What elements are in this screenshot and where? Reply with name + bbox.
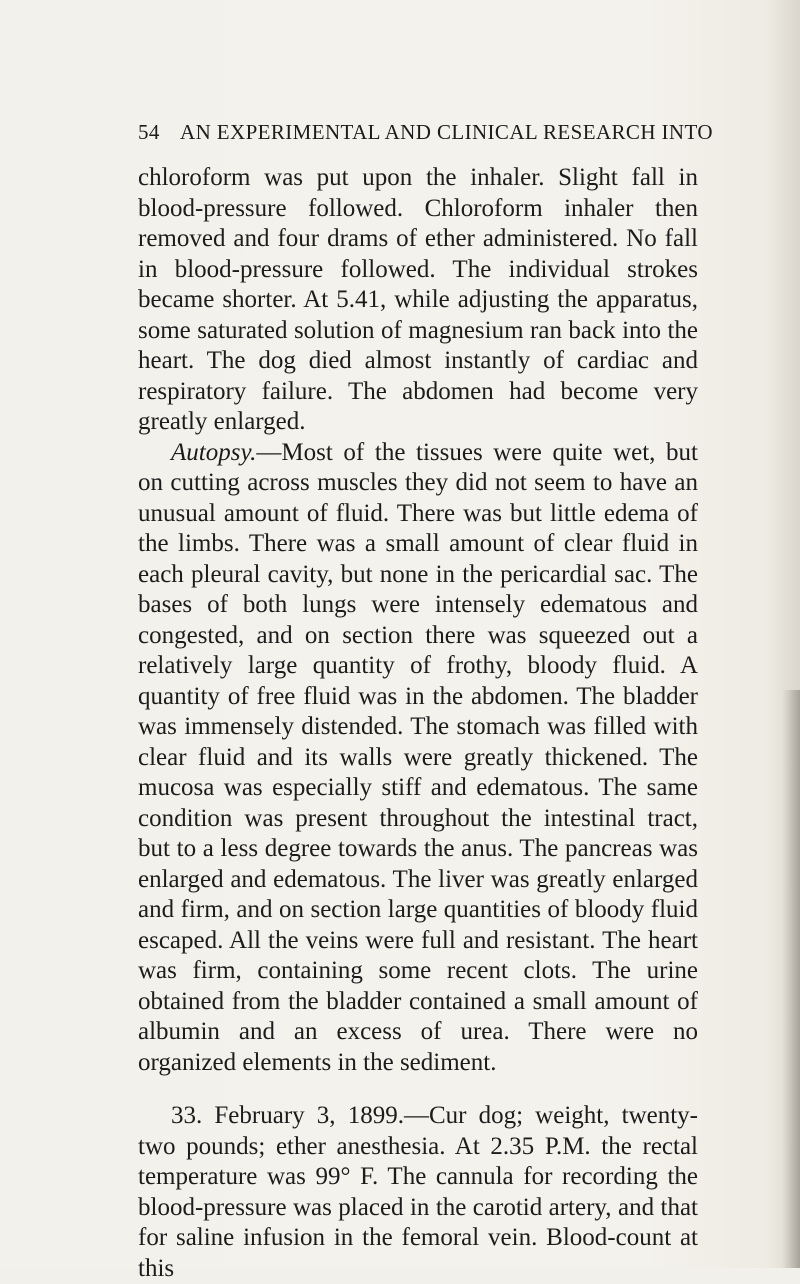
paragraph-experiment-33 [138,1101,698,1284]
paragraph-text: chloroform was put upon the inhaler. Slight fall in blood-pressure followed. Chloroform inhaler then removed and four drams of ether administered. No fall in blood-pressure followed. The individual strokes became shorter. At 5.41, while adjusting the apparatus, some saturated solution of magnesium ran back into the heart. The dog died almost instantly of cardiac and respiratory failure. The abdomen had become very greatly enlarged. [138,164,698,435]
page-edge-shadow [782,690,800,1268]
paragraph-autopsy [138,438,698,1079]
autopsy-heading: Autopsy. [171,438,257,466]
paragraph-text: 33. February 3, 1899.—Cur dog; weight, twenty-two pounds; ether anesthesia. At 2.35 P.M. the rectal temperature was 99° F. The cannula for recording the blood-pressure was placed in the carotid artery, and that for saline infusion in the femoral vein. Blood-count at this [138,1102,698,1282]
running-title: AN EXPERIMENTAL AND CLINICAL RESEARCH INTO [180,120,713,144]
running-header [138,120,713,150]
paragraph-text: —Most of the tissues were quite wet, but on cutting across muscles they did not seem to have an unusual amount of fluid. There was but little edema of the limbs. There was a small amount of clear fluid in each pleural cavity, but none in the pericardial sac. The bases of both lungs were intensely edematous and congested, and on section there was squeezed out a relatively large quantity of frothy, bloody fluid. A quantity of free fluid was in the abdomen. The bladder was immensely distended. The stomach was filled with clear fluid and its walls were greatly thickened. The mucosa was especially stiff and edematous. The same condition was present throughout the intestinal tract, but to a less degree towards the anus. The pancreas was enlarged and edematous. The liver was greatly enlarged and firm, and on section large quantities of bloody fluid escaped. All the veins were full and resistant. The heart was firm, containing some recent clots. The urine obtained from the bladder contained a small amount of albumin and an excess of urea. There were no organized elements in the sediment. [138,438,698,1076]
body-text [138,163,698,1284]
paragraph-continuation [138,163,698,438]
page-number: 54 [138,120,160,144]
